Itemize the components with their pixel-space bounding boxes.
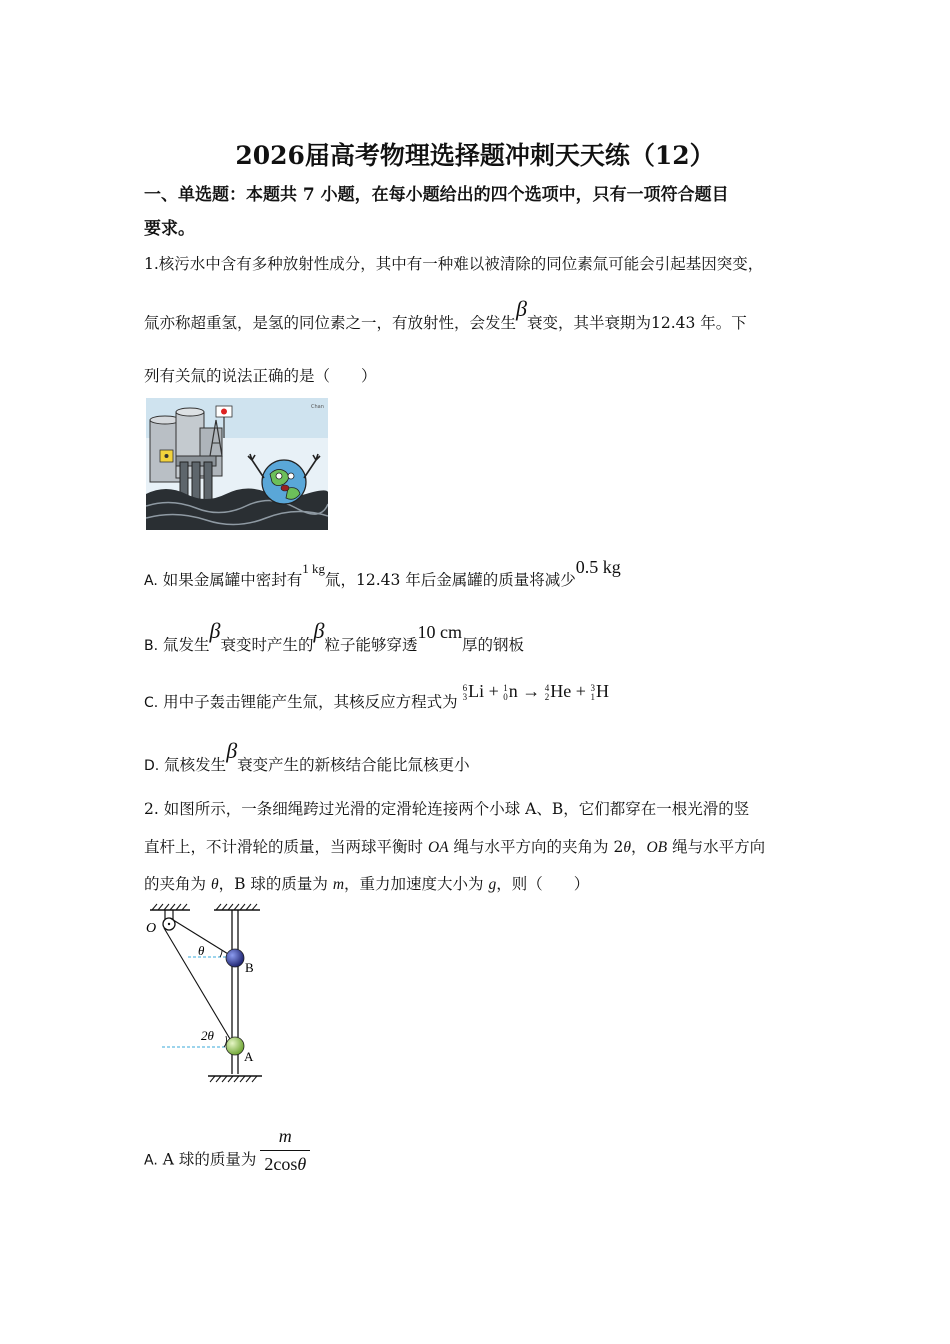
option-text: 用中子轰击锂能产生氚，其核反应方程式为 — [163, 693, 458, 711]
option-label: A. — [144, 1152, 158, 1169]
section-heading-line1: 一、单选题：本题共 7 小题，在每小题给出的四个选项中，只有一项符合题目 — [144, 185, 729, 205]
theta-symbol: θ — [210, 876, 219, 893]
option-label: B. — [144, 638, 159, 654]
q2-line3-text: ，则（ ） — [496, 875, 590, 893]
option-text: 如果金属罐中密封有 — [162, 571, 303, 589]
q1-line2-text-b: 衰变，其半衰期为12.43 年。下 — [526, 314, 747, 332]
mass-symbol: m — [332, 876, 345, 893]
ball-b-label: B — [245, 960, 254, 975]
rope-oa-label: OA — [427, 839, 449, 856]
q2-line3-text: 的夹角为 — [144, 875, 211, 893]
mass-fraction: $\frac{m}{2\cos\theta}$ — [260, 1126, 310, 1175]
beta-symbol: β — [209, 618, 221, 643]
option-text: 氚发生 — [163, 636, 210, 654]
q2-line1: 2. 如图所示，一条细绳跨过光滑的定滑轮连接两个小球 A、B，它们都穿在一根光滑的竖 — [144, 800, 750, 818]
option-text: 氚核发生 — [164, 756, 227, 774]
option-label: C. — [144, 695, 159, 711]
q1-line1: 1.核污水中含有多种放射性成分，其中有一种难以被清除的同位素氚可能会引起基因突变， — [144, 255, 764, 273]
option-text: 氚，12.43 年后金属罐的质量将减少 — [324, 571, 576, 589]
q1-option-b[interactable] — [144, 618, 824, 656]
q2-line3 — [144, 872, 814, 894]
ball-a-label: A — [244, 1049, 254, 1064]
beta-symbol: β — [226, 738, 238, 763]
q1-line3: 列有关氚的说法正确的是（ ） — [144, 367, 377, 385]
option-text: 衰变时产生的 — [220, 636, 314, 654]
q2-line2-text: 绳与水平方向的夹角为 2 — [448, 838, 624, 856]
q1-line2-text-a: 氚亦称超重氢，是氢的同位素之一，有放射性，会发生 — [144, 314, 517, 332]
option-text: 粒子能够穿透 — [324, 636, 418, 654]
q1-option-d[interactable] — [144, 738, 824, 776]
beta-symbol: β — [313, 618, 325, 643]
nuclear-equation: 6 3 Li + 1 0 n → 4 2 He + 3 1 H — [462, 681, 609, 702]
q1-line2 — [144, 296, 814, 334]
mass-value: 1 kg — [302, 561, 325, 576]
beta-symbol: β — [516, 296, 527, 321]
section-heading-line2: 要求。 — [144, 219, 195, 239]
option-text: A 球的质量为 — [162, 1150, 257, 1169]
page-title: 2026届高考物理选择题冲刺天天练（12） — [235, 141, 715, 170]
q2-option-a[interactable] — [144, 1126, 824, 1185]
ball-a — [226, 1037, 244, 1055]
q1-option-c[interactable] — [144, 681, 824, 712]
gravity-symbol: g — [488, 876, 497, 893]
nuclear-wastewater-cartoon — [146, 398, 328, 530]
angle-theta-label: θ — [198, 943, 205, 958]
q2-line3-text: ，B 球的质量为 — [218, 875, 333, 893]
thickness-value: 10 cm — [417, 622, 462, 642]
q2-line2-text: ， — [630, 838, 647, 856]
option-text: 厚的钢板 — [461, 636, 524, 654]
svg-text:Chan: Chan — [311, 404, 324, 410]
q2-line2 — [144, 835, 814, 857]
option-label: A. — [144, 573, 158, 589]
pulley-label-o: O — [146, 921, 157, 936]
theta-symbol: θ — [623, 839, 631, 856]
rope-ob-label: OB — [646, 839, 668, 856]
angle-two-theta-label: 2θ — [201, 1028, 214, 1043]
option-label: D. — [144, 758, 160, 774]
ball-b — [226, 949, 244, 967]
option-text: 衰变产生的新核结合能比氚核更小 — [237, 756, 470, 774]
q1-option-a[interactable] — [144, 557, 824, 590]
pulley-diagram — [140, 902, 270, 1084]
q2-line2-text: 绳与水平方向 — [667, 838, 766, 856]
q2-line3-text: ，重力加速度大小为 — [344, 875, 489, 893]
q2-line2-text: 直杆上，不计滑轮的质量，当两球平衡时 — [144, 838, 428, 856]
mass-decrease-value: 0.5 kg — [575, 557, 621, 577]
